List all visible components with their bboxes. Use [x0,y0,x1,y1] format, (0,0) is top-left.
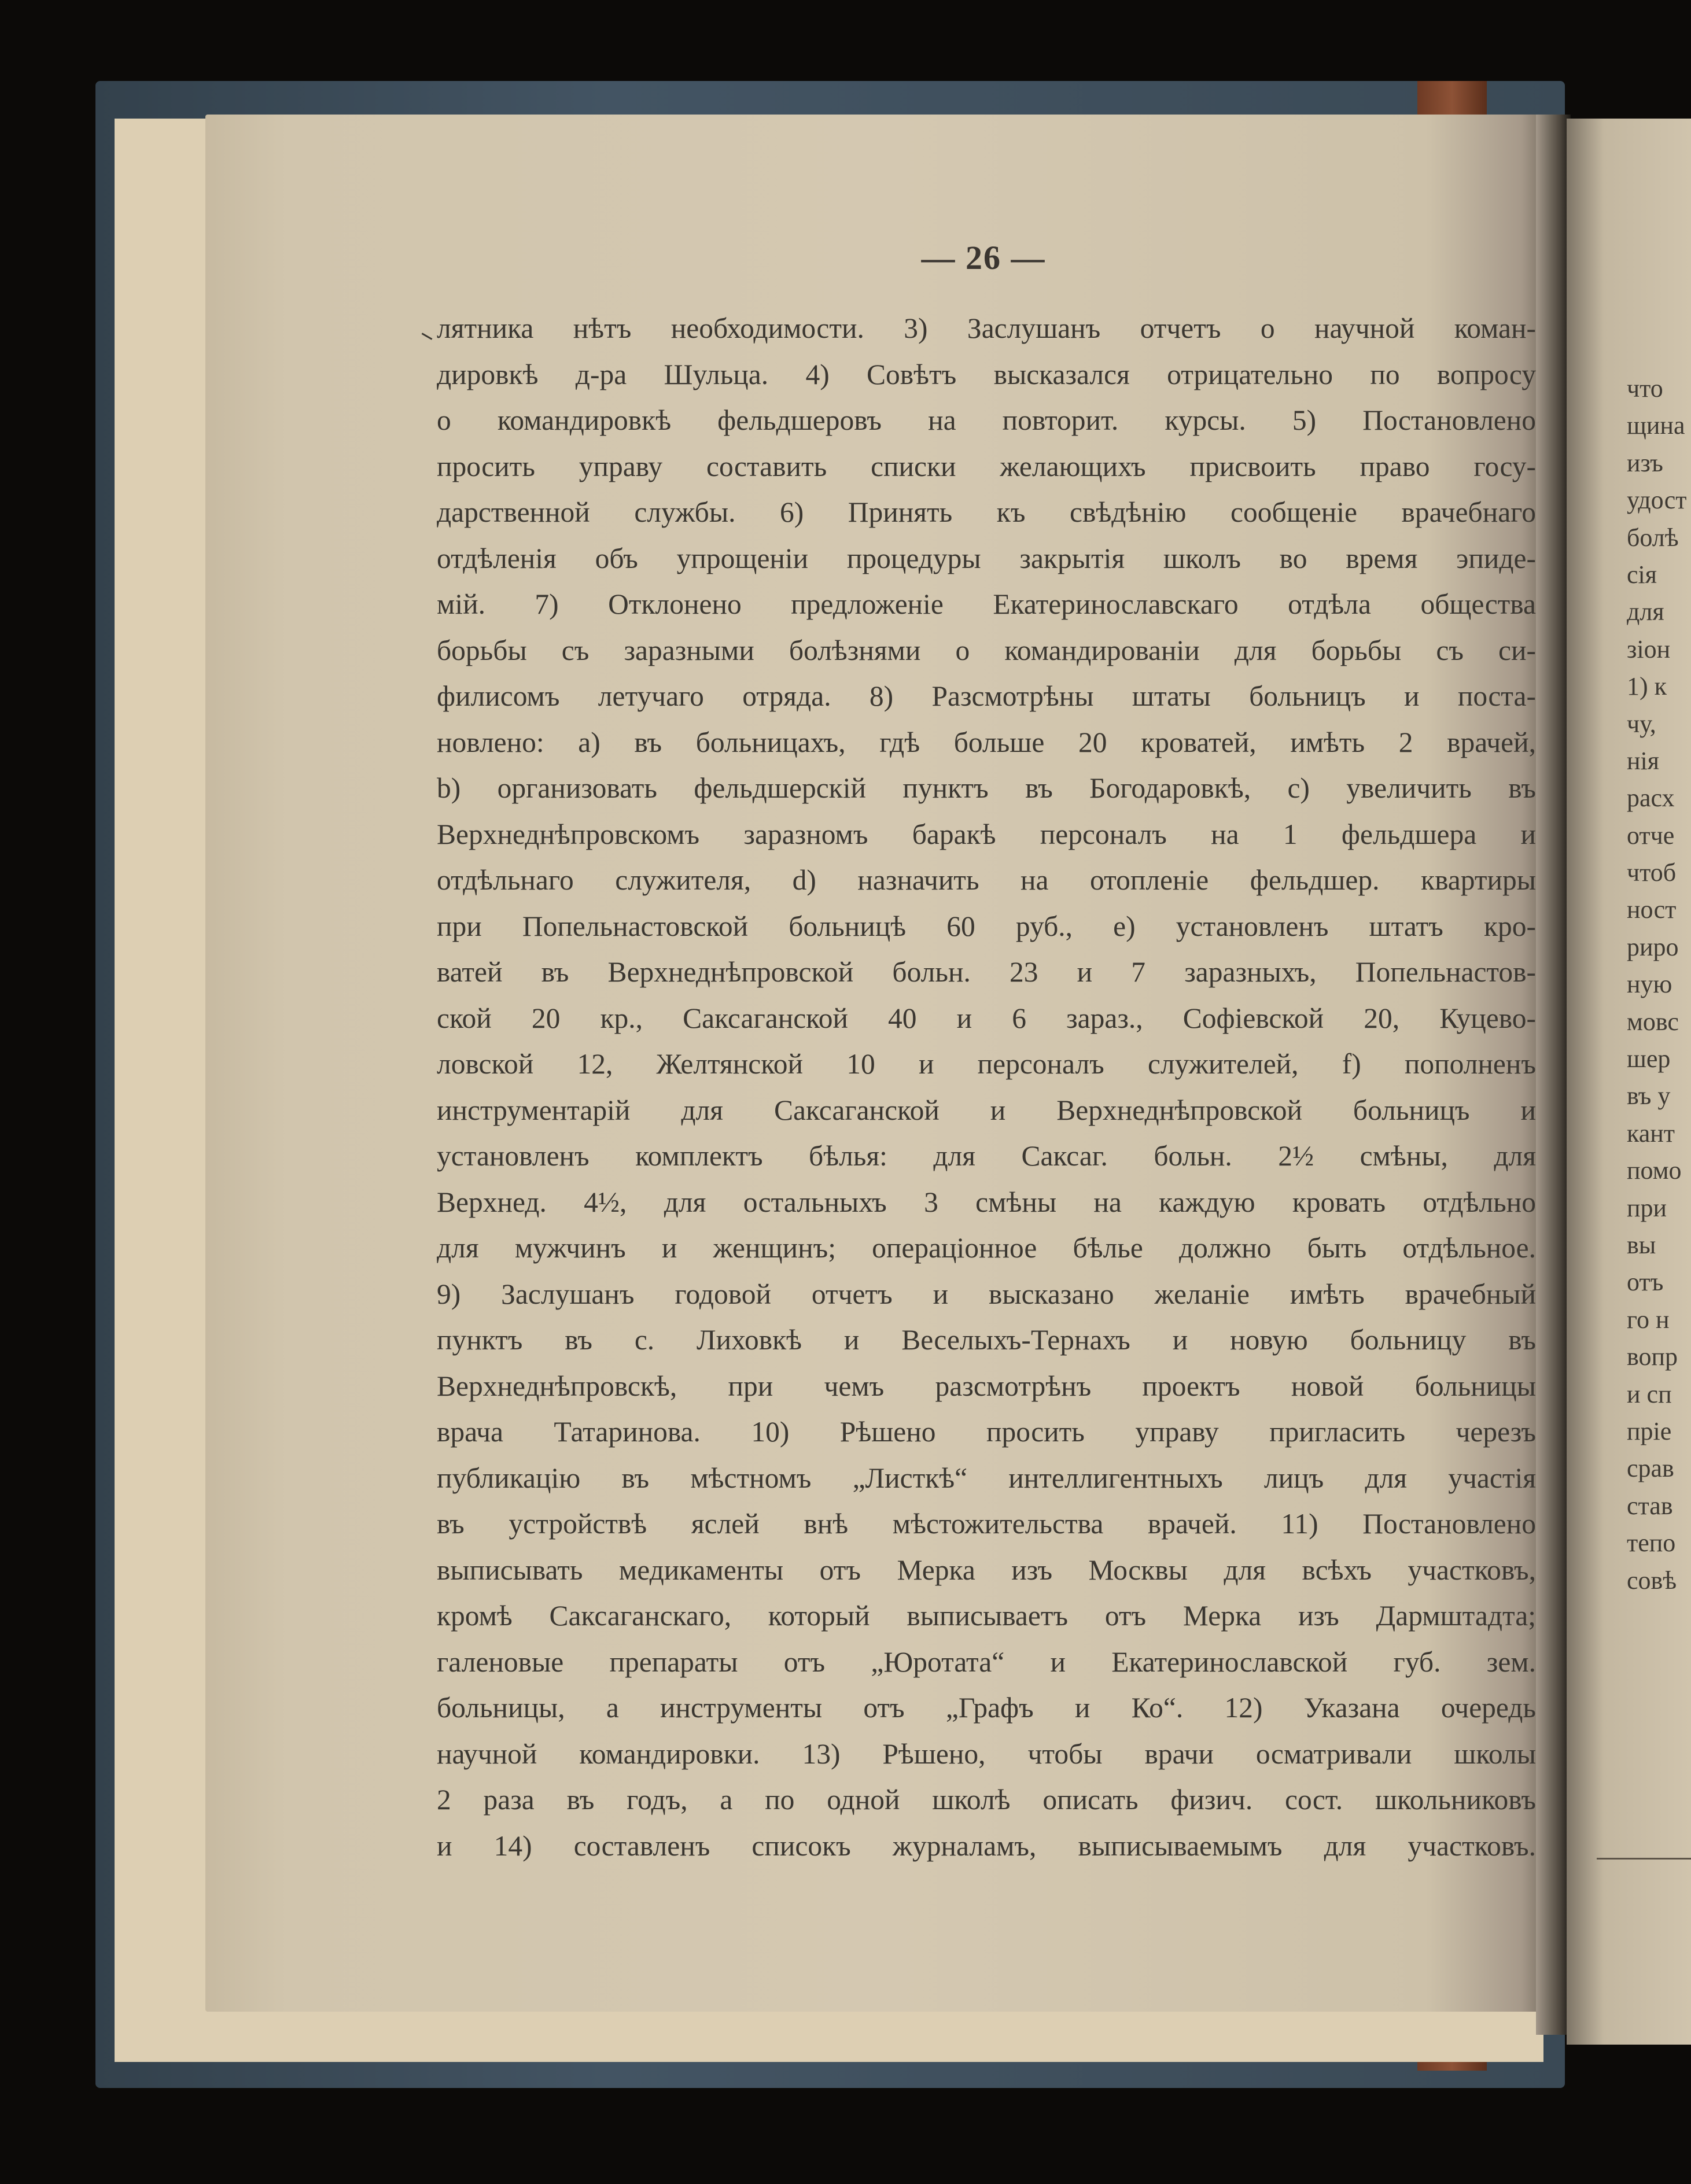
text-line: 9) Заслушанъ годовой отчетъ и высказано желаніе имѣть врачебный [437,1278,1536,1310]
text-line: 2 раза въ годъ, а по одной школѣ описать физич. сост. школьниковъ [437,1784,1536,1816]
next-page-fragment: пріе [1627,1416,1672,1445]
text-line: для мужчинъ и женщинъ; операціонное бѣлье должно быть отдѣльное. [437,1232,1536,1264]
text-line: отдѣленія объ упрощеніи процедуры закрытія школъ во время эпиде- [437,542,1536,574]
text-line: научной командировки. 13) Рѣшено, чтобы врачи осматривали школы [437,1737,1536,1770]
text-line: дарственной службы. 6) Принять къ свѣдѣнію сообщеніе врачебнаго [437,496,1536,528]
next-page-fragment: кант [1627,1119,1675,1148]
right-page-text-fragments [1627,370,1686,1599]
next-page-fragment: сія [1627,560,1657,589]
page-body-text [437,305,1536,1869]
text-line: ловской 12, Желтянской 10 и персоналъ служителей, f) пополненъ [437,1048,1536,1080]
next-page-fragment: мовс [1627,1007,1679,1036]
next-page-fragment: въ у [1627,1082,1671,1111]
next-page-fragment: щина [1627,411,1685,440]
text-line: пунктъ въ с. Лиховкѣ и Веселыхъ-Тернахъ и новую больницу въ [437,1324,1536,1356]
text-line: просить управу составить списки желающихъ присвоить право госу- [437,450,1536,482]
right-page-underline [1597,1858,1691,1860]
text-line: новлено: a) въ больницахъ, гдѣ больше 20 кроватей, имѣть 2 врачей, [437,726,1536,758]
text-line: борьбы съ заразными болѣзнями о командированіи для борьбы съ си- [437,634,1536,666]
next-page-fragment: го н [1627,1305,1670,1334]
text-line: отдѣльнаго служителя, d) назначить на отопленіе фельдшер. квартиры [437,864,1536,896]
text-line: выписывать медикаменты отъ Мерка изъ Москвы для всѣхъ участковъ, [437,1554,1536,1586]
next-page-fragment: изъ [1627,448,1663,477]
text-line: о командировкѣ фельдшеровъ на повторит. курсы. 5) Постановлено [437,404,1536,436]
next-page-fragment: расх [1627,784,1675,813]
next-page-fragment: чу, [1627,709,1656,738]
next-page-fragment: болѣ [1627,523,1679,552]
next-page-fragment: для [1627,597,1664,626]
next-page-fragment: шер [1627,1045,1671,1073]
text-line: дировкѣ д-ра Шульца. 4) Совѣтъ высказался отрицательно по вопросу [437,358,1536,390]
text-line: лятника нѣтъ необходимости. 3) Заслушанъ отчетъ о научной коман- [437,312,1536,344]
text-line: галеновые препараты отъ „Юротата“ и Екатеринославской губ. зем. [437,1646,1536,1678]
text-line: ватей въ Верхнеднѣпровской больн. 23 и 7 заразныхъ, Попельнастов- [437,956,1536,988]
text-line: Верхнед. 4½, для остальныхъ 3 смѣны на каждую кровать отдѣльно [437,1186,1536,1218]
text-line: филисомъ летучаго отряда. 8) Разсмотрѣны штаты больницъ и поста- [437,680,1536,712]
next-page-fragment: вы [1627,1230,1656,1259]
text-line: врача Татаринова. 10) Рѣшено просить управу пригласить черезъ [437,1416,1536,1448]
next-page-fragment: удост [1627,486,1687,515]
next-page-fragment: вопр [1627,1342,1678,1371]
text-line: публикацію въ мѣстномъ „Листкѣ“ интеллигентныхъ лицъ для участія [437,1462,1536,1494]
next-page-fragment: совѣ [1627,1566,1677,1595]
next-page-fragment: тепо [1627,1529,1676,1558]
next-page-fragment: срав [1627,1454,1674,1483]
next-page-fragment: 1) к [1627,672,1667,701]
text-line: Верхнеднѣпровскомъ заразномъ баракѣ персоналъ на 1 фельдшера и [437,818,1536,850]
next-page-fragment: при [1627,1193,1667,1222]
next-page-fragment: чтоб [1627,858,1677,887]
next-page-fragment: риро [1627,932,1679,961]
next-page-fragment: отъ [1627,1268,1664,1297]
text-line: b) организовать фельдшерскій пунктъ въ Богодаровкѣ, c) увеличить въ [437,772,1536,804]
next-page-fragment: ност [1627,895,1677,924]
next-page-fragment: став [1627,1491,1673,1520]
text-line: инструментарій для Саксаганской и Верхнеднѣпровской больницъ и [437,1094,1536,1126]
text-line: ской 20 кр., Саксаганской 40 и 6 зараз., Софіевской 20, Куцево- [437,1002,1536,1034]
text-line: кромѣ Саксаганскаго, который выписываетъ отъ Мерка изъ Дармштадта; [437,1600,1536,1632]
text-line: больницы, а инструменты отъ „Графъ и Ко“. 12) Указана очередь [437,1692,1536,1724]
next-page-fragment: отче [1627,821,1675,850]
next-page-fragment: нія [1627,746,1660,775]
page-number: — 26 — [921,239,1046,276]
text-line: мій. 7) Отклонено предложеніе Екатеринославскаго отдѣла общества [437,588,1536,620]
text-line: и 14) составленъ списокъ журналамъ, выписываемымъ для участковъ. [437,1829,1536,1862]
next-page-fragment: что [1627,374,1663,403]
next-page-fragment: помо [1627,1156,1682,1185]
next-page-fragment: и сп [1627,1379,1672,1408]
next-page-fragment: зіон [1627,634,1671,663]
page-gutter-shadow [1536,115,1571,2035]
text-line: въ устройствѣ яслей внѣ мѣстожительства врачей. 11) Постановлено [437,1508,1536,1540]
next-page-fragment: ную [1627,970,1672,999]
text-line: Верхнеднѣпровскѣ, при чемъ разсмотрѣнъ проектъ новой больницы [437,1370,1536,1402]
text-line: установленъ комплектъ бѣлья: для Саксаг. больн. 2½ смѣны, для [437,1140,1536,1172]
text-line: при Попельнастовской больницѣ 60 руб., e) установленъ штатъ кро- [437,910,1536,942]
